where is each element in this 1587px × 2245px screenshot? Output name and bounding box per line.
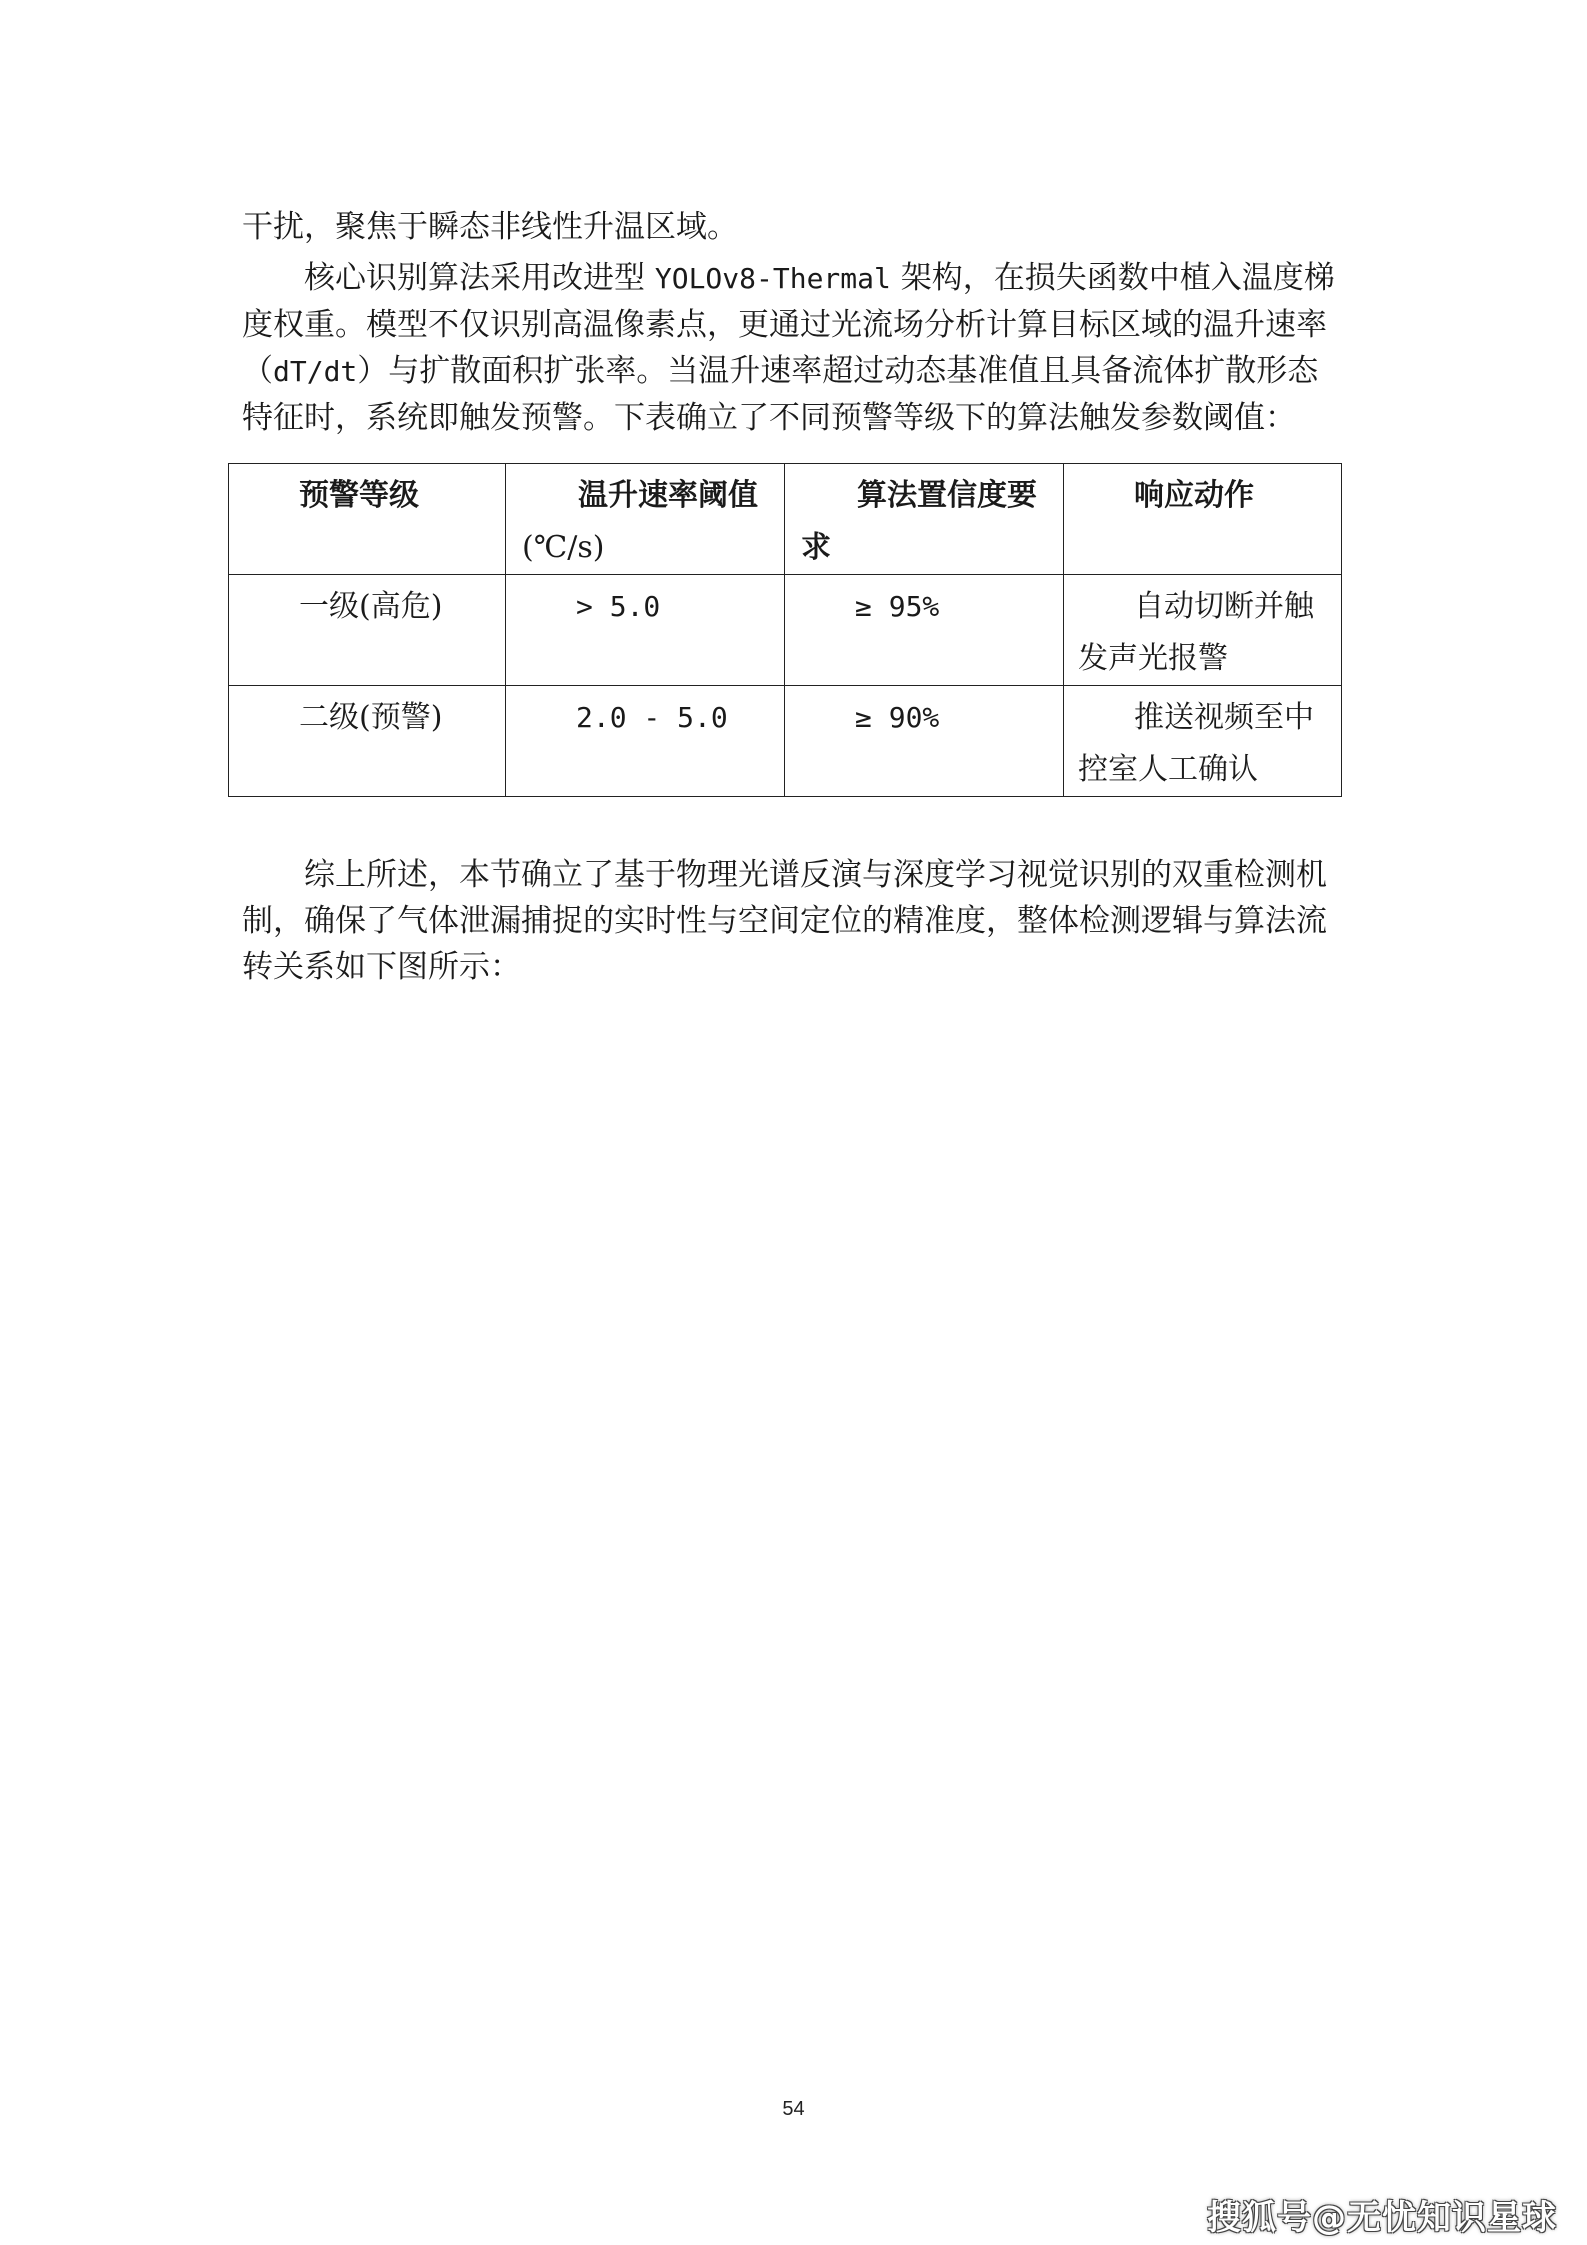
- text-line: 制，确保了气体泄漏捕捉的实时性与空间定位的精准度，整体检测逻辑与算法流: [242, 903, 1327, 939]
- paragraph-continuation: [242, 204, 1350, 250]
- cell-text: ≥ 90%: [855, 701, 940, 734]
- cell-text: > 5.0: [576, 590, 661, 623]
- header-label: 预警等级: [299, 478, 419, 513]
- text-line: 特征时，系统即触发预警。下表确立了不同预警等级下的算法触发参数阈值：: [242, 400, 1296, 436]
- table-header-row: [229, 464, 1342, 575]
- header-label-line2: 求: [801, 530, 831, 565]
- cell-text-line1: 自动切断并触: [1134, 589, 1314, 624]
- model-name: YOLOv8-Thermal: [654, 262, 891, 295]
- cell-text-line2: 发声光报警: [1078, 641, 1228, 676]
- cell-confidence: [785, 575, 1064, 686]
- formula-text: dT/dt: [273, 355, 358, 388]
- page-number: 54: [782, 2098, 805, 2120]
- paragraph-algorithm: [242, 255, 1350, 441]
- header-label: 响应动作: [1134, 478, 1254, 513]
- cell-text-line2: 控室人工确认: [1078, 752, 1258, 787]
- text-line: [242, 348, 1350, 395]
- cell-confidence: [785, 686, 1064, 797]
- threshold-table: [228, 463, 1342, 797]
- header-label-line1: 算法置信度要: [857, 478, 1037, 513]
- cell-rate: [506, 686, 785, 797]
- header-label-line1: 温升速率阈值: [578, 478, 758, 513]
- text-line: 转关系如下图所示：: [242, 949, 521, 985]
- cell-text: 二级(预警): [299, 700, 443, 735]
- cell-text: [1064, 575, 1341, 685]
- text-span: ）与扩散面积扩张率。当温升速率超过动态基准值且具备流体扩散形态: [357, 353, 1319, 389]
- watermark: 搜狐号@无忧知识星球: [1207, 2198, 1557, 2238]
- cell-level: [229, 686, 506, 797]
- header-cell-rate: [506, 464, 785, 575]
- header-label-line2: (℃/s): [522, 530, 605, 565]
- table-row: [229, 575, 1342, 686]
- text-line: 综上所述，本节确立了基于物理光谱反演与深度学习视觉识别的双重检测机: [304, 857, 1327, 893]
- paragraph-summary: [242, 852, 1350, 990]
- text-span: 架构，在损失函数中植入温度梯: [890, 260, 1335, 296]
- cell-text: [1064, 686, 1341, 796]
- text-line: [242, 255, 1350, 302]
- cell-level: [229, 575, 506, 686]
- header-label: [785, 464, 1063, 574]
- cell-action: [1064, 575, 1342, 686]
- text-line: 干扰，聚焦于瞬态非线性升温区域。: [242, 209, 738, 245]
- text-line: 度权重。模型不仅识别高温像素点，更通过光流场分析计算目标区域的温升速率: [242, 307, 1327, 343]
- cell-text: 2.0 - 5.0: [576, 701, 728, 734]
- header-label: [506, 464, 784, 574]
- cell-action: [1064, 686, 1342, 797]
- text-span: （: [242, 353, 273, 389]
- text-span: 核心识别算法采用改进型: [304, 260, 655, 296]
- cell-rate: [506, 575, 785, 686]
- header-cell-action: [1064, 464, 1342, 575]
- table-row: [229, 686, 1342, 797]
- cell-text: ≥ 95%: [855, 590, 940, 623]
- cell-text-line1: 推送视频至中: [1134, 700, 1314, 735]
- header-cell-level: [229, 464, 506, 575]
- header-cell-confidence: [785, 464, 1064, 575]
- cell-text: 一级(高危): [299, 589, 443, 624]
